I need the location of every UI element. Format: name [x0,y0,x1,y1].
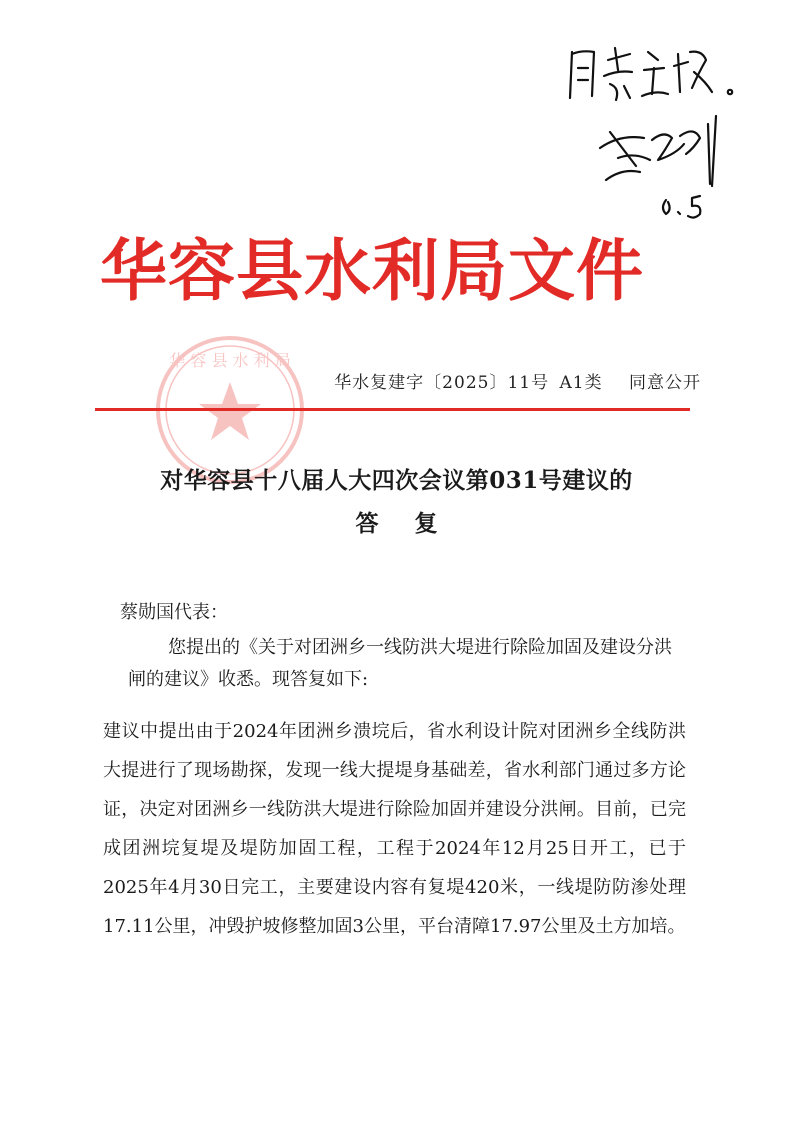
document-number-line [330,368,701,393]
red-header-divider [95,408,690,411]
document-title: 对华容县十八届人大四次会议第031号建议的 [160,467,633,494]
body-paragraph: 建议中提出由于2024年团洲乡溃垸后，省水利设计院对团洲乡全线防洪大提进行了现场勘探，发现一线大提堤身基础差，省水利部门通过多方论证，决定对团洲乡一线防洪大堤进行除险加固并建设分洪闸。目前，已完成团洲垸复堤及堤防加固工程，工程于2024年12月25日开工，已于2025年4月30日完工，主要建设内容有复堤420米，一线堤防防渗处理17.11公里，冲毁护坡修整加固3公里，平台清障17.97公里及土方加培。 [103,721,686,937]
intro-paragraph: 您提出的《关于对团洲乡一线防洪大堤进行除险加固及建设分洪闸的建议》收悉。现答复如下: [128,637,672,690]
handwritten-approval-note [560,40,760,230]
document-subtitle: 答复 [355,510,474,537]
document-class: A1类 [559,373,603,393]
agency-header-title: 华容县水利局文件 [100,231,644,310]
salutation: 蔡勋国代表： [120,602,228,623]
disclosure-status: 同意公开 [629,373,701,393]
document-code: 华水复建字〔2025〕11号 [334,373,550,393]
svg-text:华 容 县 水 利 局: 华 容 县 水 利 局 [169,351,291,370]
handwriting-drawing [560,40,760,230]
